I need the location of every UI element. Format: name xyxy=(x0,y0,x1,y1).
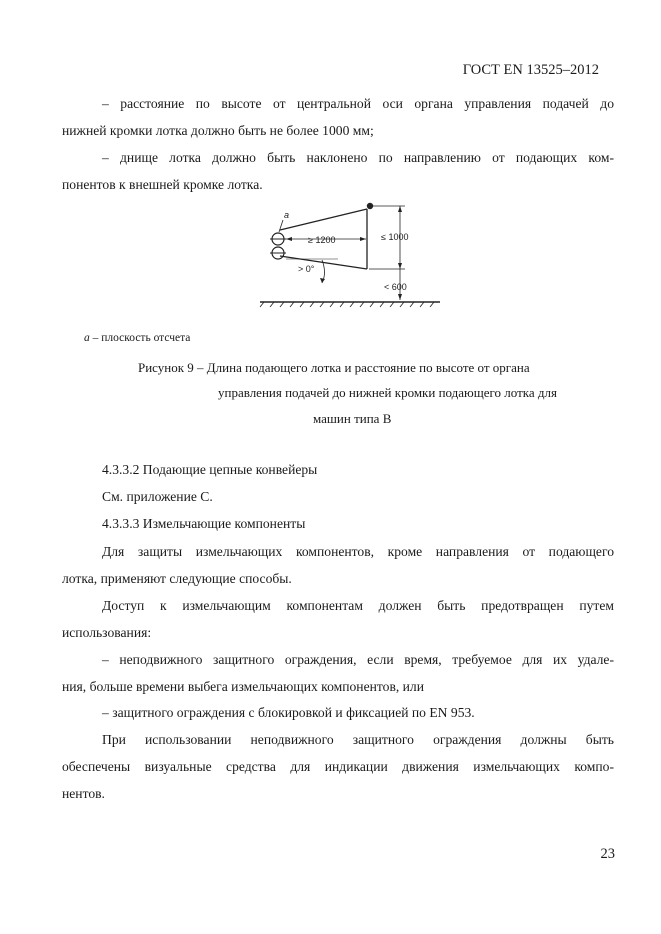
document-header: ГОСТ EN 13525–2012 xyxy=(462,62,599,78)
paragraph-line: Доступ к измельчающим компонентам должен быть предотвращен путем xyxy=(102,598,614,613)
ground-label: < 600 xyxy=(384,282,407,292)
section-text-4332: См. приложение С. xyxy=(102,489,213,504)
paragraph-line: – неподвижного защитного ограждения, если время, требуемое для их удале- xyxy=(102,652,614,667)
length-label: ≥ 1200 xyxy=(308,235,336,245)
paragraph-line: лотка, применяют следующие способы. xyxy=(62,571,292,586)
figure-caption-line: машин типа В xyxy=(313,411,392,426)
section-title-4333: 4.3.3.3 Измельчающие компоненты xyxy=(102,516,306,531)
angle-label: > 0° xyxy=(298,264,315,274)
paragraph-line: обеспечены визуальные средства для индикации движения измельчающих компо- xyxy=(62,759,614,774)
paragraph-line: нижней кромки лотка должно быть не более 1000 мм; xyxy=(62,123,374,138)
paragraph-line: использования: xyxy=(62,625,152,640)
paragraph-line: нентов. xyxy=(62,786,105,801)
paragraph-line: – защитного ограждения с блокировкой и фиксацией по EN 953. xyxy=(102,705,475,720)
control-point-icon xyxy=(367,203,373,209)
paragraph-line: При использовании неподвижного защитного ограждения должны быть xyxy=(102,732,614,747)
figure-caption-line: Рисунок 9 – Длина подающего лотка и расстояние по высоте от органа xyxy=(138,360,530,375)
tray-bottom-edge xyxy=(280,256,367,269)
paragraph-line: ния, больше времени выбега измельчающих компонентов, или xyxy=(62,679,424,694)
note-text: – плоскость отсчета xyxy=(89,332,191,344)
page-number: 23 xyxy=(600,846,615,862)
label-a: a xyxy=(284,210,290,220)
height-label: ≤ 1000 xyxy=(381,232,409,242)
section-title-4332: 4.3.3.2 Подающие цепные конвейеры xyxy=(102,462,318,477)
paragraph-line: – расстояние по высоте от центральной оси органа управления подачей до xyxy=(102,96,614,111)
tray-top-edge xyxy=(280,209,367,230)
feed-tray-diagram xyxy=(250,196,440,314)
paragraph-line: – днище лотка должно быть наклонено по направлению от подающих ком- xyxy=(102,150,614,165)
figure-caption-line: управления подачей до нижней кромки подающего лотка для xyxy=(218,385,558,400)
paragraph-line: Для защиты измельчающих компонентов, кроме направления от подающего xyxy=(102,544,614,559)
note-letter: a xyxy=(84,332,90,344)
figure-note xyxy=(84,332,190,344)
paragraph-line: понентов к внешней кромке лотка. xyxy=(62,177,263,192)
